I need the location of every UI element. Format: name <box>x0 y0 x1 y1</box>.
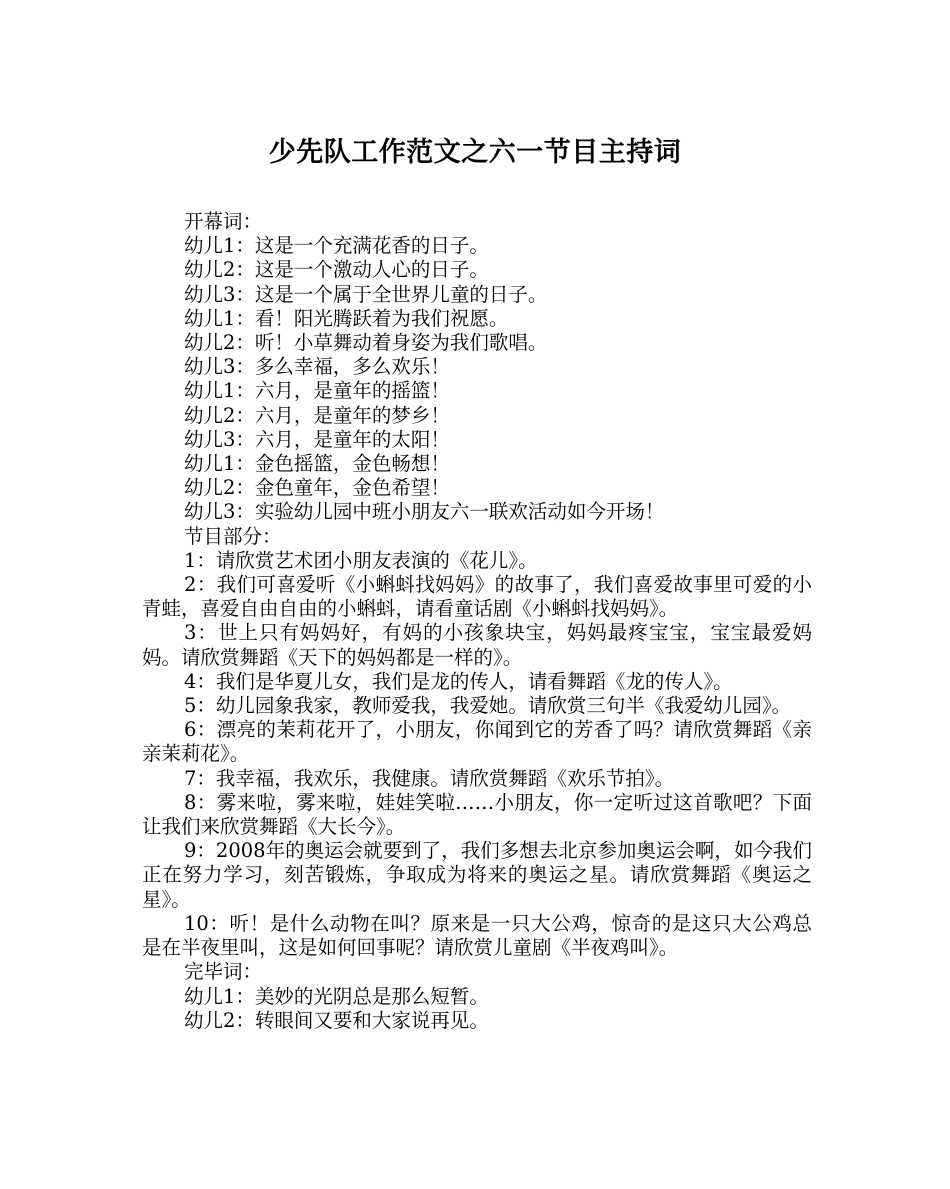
program-item: 9：2008年的奥运会就要到了，我们多想去北京参加奥运会啊，如今我们正在努力学习，刻苦锻炼，争取成为将来的奥运之星。请欣赏舞蹈《奥运之星》。 <box>142 839 812 911</box>
dialogue-line: 幼儿2：金色童年，金色希望！ <box>184 476 450 500</box>
program-item: 6：漂亮的茉莉花开了，小朋友，你闻到它的芳香了吗？请欣赏舞蹈《亲亲茉莉花》。 <box>142 718 812 766</box>
document-body <box>142 210 812 1033</box>
program-item: 7：我幸福，我欢乐，我健康。请欣赏舞蹈《欢乐节拍》。 <box>184 766 675 790</box>
dialogue-line: 幼儿3：六月，是童年的太阳！ <box>184 427 450 451</box>
document-title: 少先队工作范文之六一节目主持词 <box>268 137 682 168</box>
dialogue-line: 幼儿1：金色摇篮，金色畅想！ <box>184 452 450 476</box>
dialogue-line: 幼儿3：实验幼儿园中班小朋友六一联欢活动如今开场！ <box>184 500 665 524</box>
program-item: 5：幼儿园象我家，教师爱我，我爱她。请欣赏三句半《我爱幼儿园》。 <box>184 694 792 718</box>
program-item: 1：请欣赏艺术团小朋友表演的《花儿》。 <box>184 548 538 572</box>
dialogue-line: 幼儿3：多么幸福，多么欢乐！ <box>184 355 450 379</box>
program-item: 10：听！是什么动物在叫？原来是一只大公鸡，惊奇的是这只大公鸡总是在半夜里叫，这是如何回事呢？请欣赏儿童剧《半夜鸡叫》。 <box>142 911 812 960</box>
dialogue-line: 幼儿1：六月，是童年的摇篮！ <box>184 379 450 403</box>
program-item: 2：我们可喜爱听《小蝌蚪找妈妈》的故事了，我们喜爱故事里可爱的小青蛙，喜爱自由自由的小蝌蚪，请看童话剧《小蝌蚪找妈妈》。 <box>142 573 812 621</box>
dialogue-line: 幼儿2：这是一个激动人心的日子。 <box>184 258 489 282</box>
section-heading-opening: 开幕词： <box>184 210 263 233</box>
dialogue-line: 幼儿2：六月，是童年的梦乡！ <box>184 403 450 427</box>
section-heading-closing: 完毕词： <box>184 960 263 984</box>
dialogue-line: 幼儿1：看！阳光腾跃着为我们祝愿。 <box>184 306 509 330</box>
dialogue-line: 幼儿1：美妙的光阴总是那么短暂。 <box>184 984 489 1008</box>
section-heading-program: 节目部分： <box>184 524 282 548</box>
program-item: 3：世上只有妈妈好，有妈的小孩象块宝，妈妈最疼宝宝，宝宝最爱妈妈。请欣赏舞蹈《天下的妈妈都是一样的》。 <box>142 621 812 669</box>
program-item: 8：雾来啦，雾来啦，娃娃笑啦……小朋友，你一定听过这首歌吧？下面让我们来欣赏舞蹈《大长今》。 <box>142 790 812 839</box>
dialogue-line: 幼儿1：这是一个充满花香的日子。 <box>184 234 489 258</box>
dialogue-line: 幼儿2：转眼间又要和大家说再见。 <box>184 1008 489 1032</box>
program-item: 4：我们是华夏儿女，我们是龙的传人，请看舞蹈《龙的传人》。 <box>184 669 733 693</box>
dialogue-line: 幼儿3：这是一个属于全世界儿童的日子。 <box>184 282 548 306</box>
dialogue-line: 幼儿2：听！小草舞动着身姿为我们歌唱。 <box>184 331 548 355</box>
